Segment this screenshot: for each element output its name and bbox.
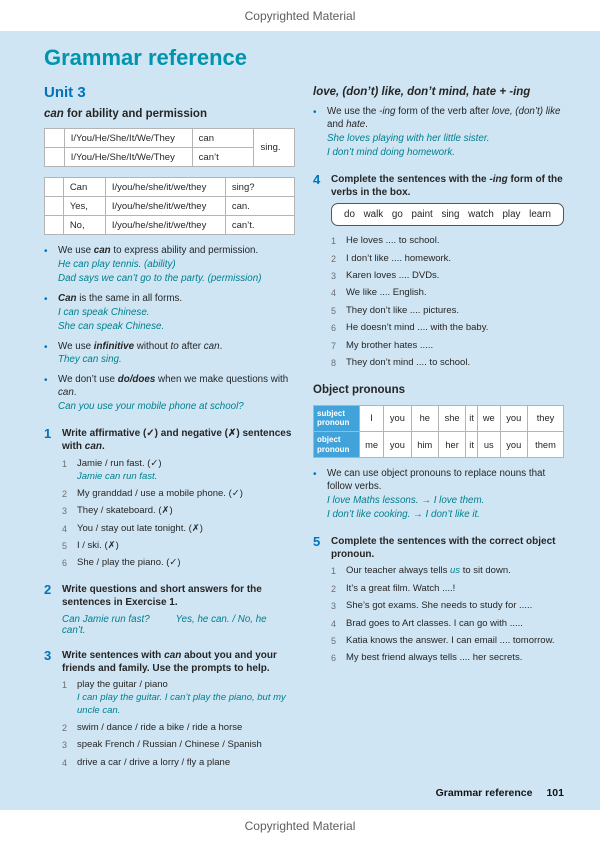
exercise-item: [331, 635, 564, 648]
text-segment: .: [219, 340, 223, 352]
item-text: [77, 739, 295, 752]
pronoun-row-header: subject pronoun: [314, 405, 360, 431]
exercise-item: [62, 722, 295, 735]
note-example: She can speak Chinese.: [58, 320, 165, 332]
note-text: [327, 106, 564, 160]
exercise-body: [331, 565, 564, 665]
pronoun-cell: us: [477, 431, 500, 457]
item-text: [77, 757, 295, 770]
pronoun-cell: me: [360, 431, 384, 457]
copyright-top: Copyrighted Material: [244, 8, 356, 23]
page-title: Grammar reference: [44, 45, 248, 70]
polarity-cell: +: [45, 197, 64, 216]
exercise-header: [313, 535, 564, 562]
note-example: Can you use your mobile phone at school?: [58, 401, 244, 413]
exercise-header: [44, 649, 295, 676]
note-example: I can speak Chinese.: [58, 306, 150, 318]
text-segment: Complete the sentences with the correct object pronoun.: [331, 535, 556, 561]
text-segment: She / play the piano. (✓): [77, 557, 181, 569]
subject-cell: I/you/he/she/it/we/they: [105, 197, 225, 216]
text-segment: without: [134, 340, 171, 352]
exercise-item: [331, 357, 564, 370]
exercise-header: [44, 427, 295, 454]
pronoun-cell: her: [438, 431, 465, 457]
item-number: 3: [62, 506, 68, 517]
item-number: 6: [62, 558, 68, 569]
item-number: 4: [62, 523, 68, 534]
exercise-item: [62, 505, 295, 518]
note-example: They can sing.: [58, 354, 122, 366]
pronoun-cell: I: [360, 405, 384, 431]
text-segment: can: [84, 441, 103, 453]
item-number: 6: [331, 653, 337, 664]
polarity-cell: −: [45, 216, 64, 235]
text-segment: They don’t mind .... to school.: [346, 356, 471, 368]
item-number: 3: [62, 740, 68, 751]
item-number: 2: [331, 253, 337, 264]
text-segment: can: [58, 387, 74, 399]
text-segment: speak French / Russian / Chinese / Spanish: [77, 739, 262, 751]
section-heading-ing: love, (don’t) like, don’t mind, hate + -ing: [313, 86, 531, 98]
exercise-item: [331, 652, 564, 665]
grammar-note: [44, 293, 295, 334]
text-segment: She’s got exams. She needs to study for .....: [346, 600, 533, 612]
item-text: [346, 235, 564, 248]
text-segment: is the same in all forms.: [76, 292, 183, 304]
text-segment: Write questions and short answers for the sentences in Exercise 1.: [62, 584, 262, 609]
section-heading-can: [44, 108, 295, 120]
pronoun-cell: them: [527, 431, 563, 457]
pronoun-row: [314, 431, 564, 457]
text-segment: .: [73, 387, 77, 399]
bullet-icon: •: [44, 375, 48, 387]
item-text: [77, 722, 295, 735]
note-example: He can play tennis. (ability): [58, 258, 176, 270]
item-number: 2: [331, 583, 337, 594]
text-segment: us: [450, 565, 461, 577]
text-segment: I / ski. (✗): [77, 539, 119, 551]
exercise-title: [331, 535, 564, 562]
item-text: [77, 505, 295, 518]
note-text: [58, 374, 295, 414]
item-text: [346, 322, 564, 335]
item-text: [346, 583, 564, 596]
text-segment: to: [170, 340, 179, 352]
pronoun-cell: you: [384, 431, 411, 457]
left-column: [44, 84, 295, 774]
polarity-cell: +: [45, 129, 65, 148]
pronoun-cell: she: [438, 405, 465, 431]
exercise-item: [331, 600, 564, 613]
pronoun-cell: we: [477, 405, 500, 431]
word-cell: Can: [63, 178, 105, 197]
text-segment: Can: [58, 292, 77, 304]
text-segment: Brad goes to Art classes. I can go with .....: [346, 617, 523, 629]
pronoun-row: [314, 405, 564, 431]
text-segment: Jamie / run fast. (✓): [77, 457, 162, 469]
pronoun-cell: it: [466, 405, 478, 431]
pronoun-row-header: object pronoun: [314, 431, 360, 457]
exercise-item: [331, 322, 564, 335]
text-segment: My brother hates .....: [346, 339, 434, 351]
exercise-header: [313, 173, 564, 200]
word-box-item: play: [502, 209, 521, 221]
item-number: 2: [62, 488, 68, 499]
word-box-item: paint: [411, 209, 433, 221]
grammar-note: [313, 106, 564, 160]
exercise-item: [331, 270, 564, 283]
can-grammar-notes: [44, 245, 295, 414]
text-segment: play the guitar / piano: [77, 679, 168, 691]
text-segment: .: [365, 118, 368, 130]
item-number: 8: [331, 357, 337, 368]
text-segment: You / stay out late tonight. (✗): [77, 522, 203, 534]
exercise-title: [62, 583, 295, 610]
text-segment: can: [44, 108, 64, 120]
bullet-icon: •: [313, 107, 317, 118]
text-segment: We don’t use: [58, 374, 118, 386]
item-number: 4: [62, 757, 68, 768]
item-text: [77, 458, 295, 484]
bullet-icon: •: [44, 246, 48, 257]
item-text: [346, 600, 564, 613]
exercise-item: [331, 565, 564, 578]
text-segment: -ing: [489, 173, 508, 185]
exercise-item: [62, 540, 295, 553]
exercise-number: 5: [313, 533, 321, 549]
exercise-item: [331, 305, 564, 318]
note-example: I don’t like cooking. → I don’t like it.: [327, 508, 481, 520]
note-example: Dad says we can’t go to the party. (permission): [58, 272, 262, 284]
text-segment: They / skateboard. (✗): [77, 505, 173, 517]
item-text: [77, 679, 295, 717]
exercise-1: [44, 427, 295, 570]
text-segment: for ability and permission: [63, 108, 207, 120]
exercise-body: [62, 679, 295, 769]
item-text: [346, 618, 564, 631]
exercise-item: [331, 253, 564, 266]
exercise-example: [62, 614, 295, 636]
word-cell: Yes,: [63, 197, 105, 216]
item-text: [346, 253, 564, 266]
text-segment: Karen loves .... DVDs.: [346, 270, 440, 282]
can-question-row: [45, 197, 295, 216]
note-text: [58, 245, 295, 286]
text-segment: Katia knows the answer. I can email .... tomorrow.: [346, 634, 555, 646]
unit-heading: Unit 3: [44, 84, 86, 101]
grammar-reference-page: [0, 31, 600, 810]
grammar-note: [44, 341, 295, 368]
item-number: 5: [331, 635, 337, 646]
text-segment: form of the verbs in the box.: [331, 173, 563, 198]
item-number: 6: [331, 323, 337, 334]
exercise-header: [44, 583, 295, 610]
exercise-item: [62, 757, 295, 770]
item-text: [346, 635, 564, 648]
pronoun-cell: it: [466, 431, 478, 457]
text-segment: after: [178, 340, 204, 352]
item-number: 1: [62, 680, 68, 691]
item-number: 5: [62, 540, 68, 551]
bullet-icon: •: [313, 469, 317, 481]
note-example: I love Maths lessons. → I love them.: [327, 495, 485, 506]
verb-cell: can’t: [192, 148, 254, 167]
text-segment: Complete the sentences with the: [331, 173, 490, 185]
pronoun-cell: you: [500, 431, 527, 457]
exercise-item: [62, 523, 295, 536]
exercise-item: [62, 458, 295, 484]
bullet-icon: •: [44, 341, 48, 353]
text-segment: He doesn’t mind .... with the baby.: [346, 322, 489, 334]
exercise-item: [62, 557, 295, 570]
text-segment: We use: [58, 245, 94, 256]
text-segment: and: [327, 118, 347, 130]
copyright-bottom: Copyrighted Material: [244, 818, 356, 833]
item-text: [77, 523, 295, 536]
pronoun-cell: him: [411, 431, 438, 457]
text-segment: about you and your friends and family. Use the prompts to help.: [62, 649, 277, 675]
two-column-layout: [44, 84, 564, 774]
item-number: 3: [331, 271, 337, 282]
item-number: 3: [331, 601, 337, 612]
exercise-2: [44, 583, 295, 636]
can-table-row: [45, 129, 295, 148]
text-segment: We can use object pronouns to replace nouns that follow verbs.: [327, 468, 546, 493]
item-number: 4: [331, 288, 337, 299]
object-pronouns-table: [313, 405, 564, 458]
item-number: 1: [331, 236, 337, 247]
exercise-item: [62, 679, 295, 717]
exercise-number: 4: [313, 171, 321, 187]
exercise-item: [331, 583, 564, 596]
item-answer: I can play the guitar. I can’t play the piano, but my uncle can.: [77, 692, 286, 716]
text-segment: infinitive: [93, 340, 135, 352]
verb-cell: can: [192, 129, 254, 148]
item-text: [77, 488, 295, 501]
can-question-row: [45, 216, 295, 235]
text-segment: can: [93, 245, 111, 256]
text-segment: drive a car / drive a lorry / fly a plane: [77, 756, 231, 768]
exercise-body: [62, 614, 295, 636]
text-segment: to express ability and permission.: [110, 245, 259, 256]
pronoun-cell: he: [411, 405, 438, 431]
verb-cell: can.: [225, 197, 294, 216]
pronoun-cell: you: [384, 405, 411, 431]
subject-cell: I/You/He/She/It/We/They: [64, 129, 192, 148]
section-heading-object-pronouns: Object pronouns: [313, 383, 405, 396]
word-box: [331, 203, 564, 226]
subject-cell: I/you/he/she/it/we/they: [105, 216, 225, 235]
right-column: [313, 84, 564, 774]
text-segment: My granddad / use a mobile phone. (✓): [77, 487, 243, 499]
grammar-note: [44, 374, 295, 414]
word-box-item: do: [344, 209, 355, 221]
can-question-row: [45, 178, 295, 197]
text-segment: to sit down.: [460, 565, 511, 577]
text-segment: do/does: [117, 374, 156, 386]
polarity-cell: ?: [45, 178, 64, 197]
text-segment: We use: [58, 340, 94, 352]
item-number: 1: [331, 566, 337, 577]
pronoun-cell: you: [500, 405, 527, 431]
complement-cell: sing.: [254, 129, 295, 167]
footer-section-label: Grammar reference: [435, 787, 533, 799]
exercise-item: [62, 488, 295, 501]
text-segment: We like .... English.: [346, 287, 427, 299]
grammar-note: [313, 468, 564, 522]
note-example: She loves playing with her little sister.: [327, 132, 490, 144]
object-pronoun-notes: [313, 468, 564, 522]
can-forms-table: [44, 128, 295, 167]
verb-cell: can’t.: [225, 216, 294, 235]
text-segment: Write sentences with: [62, 649, 165, 661]
item-number: 2: [62, 722, 68, 733]
exercise-item: [62, 739, 295, 752]
text-segment: form of the verb after: [395, 106, 492, 117]
example-text: Can Jamie run fast?: [62, 613, 150, 625]
example-text: Yes, he can. / No, he can’t.: [62, 613, 267, 636]
text-segment: .: [102, 441, 105, 453]
exercise-title: [62, 649, 295, 676]
item-text: [346, 652, 564, 665]
exercise-4: [313, 173, 564, 370]
item-number: 4: [331, 618, 337, 629]
verb-cell: sing?: [225, 178, 294, 197]
text-segment: hate: [346, 118, 366, 130]
page-number: 101: [546, 787, 564, 799]
exercise-title: [331, 173, 564, 200]
item-text: [77, 557, 295, 570]
exercise-number: 1: [44, 426, 52, 442]
pronoun-cell: they: [527, 405, 563, 431]
word-box-item: walk: [363, 209, 384, 221]
text-segment: Write affirmative (✓) and negative (✗) sentences with: [62, 428, 292, 453]
note-text: [58, 341, 295, 368]
word-box-item: watch: [468, 209, 494, 221]
subject-cell: I/You/He/She/It/We/They: [64, 148, 192, 167]
text-segment: He loves .... to school.: [346, 235, 440, 247]
subject-cell: I/you/he/she/it/we/they: [105, 178, 225, 197]
item-text: [346, 270, 564, 283]
exercise-item: [331, 340, 564, 353]
item-text: [346, 340, 564, 353]
note-text: [58, 293, 295, 334]
exercise-5: [313, 535, 564, 665]
text-segment: when we make questions with: [155, 374, 289, 386]
item-text: [346, 305, 564, 318]
item-text: [346, 565, 564, 578]
exercise-body: [62, 458, 295, 570]
item-number: 7: [331, 340, 337, 351]
text-segment: can: [164, 649, 182, 661]
exercise-3: [44, 649, 295, 770]
note-example: I don’t mind doing homework.: [327, 146, 455, 158]
item-text: [77, 540, 295, 553]
polarity-cell: −: [45, 148, 65, 167]
exercise-title: [62, 427, 295, 454]
bullet-icon: •: [44, 293, 48, 305]
text-segment: We use the: [327, 106, 380, 117]
text-segment: I don’t like .... homework.: [346, 252, 452, 264]
item-text: [346, 287, 564, 300]
exercise-item: [331, 287, 564, 300]
text-segment: love, (don’t) like: [491, 106, 561, 117]
text-segment: swim / dance / ride a bike / ride a horse: [77, 721, 243, 733]
item-number: 1: [62, 458, 68, 469]
text-segment: They don’t like .... pictures.: [346, 304, 459, 316]
word-box-item: learn: [529, 209, 551, 221]
ing-grammar-notes: [313, 106, 564, 160]
item-answer: Jamie can run fast.: [77, 470, 158, 482]
note-text: [327, 468, 564, 522]
exercise-number: 2: [44, 582, 52, 598]
grammar-note: [44, 245, 295, 286]
exercise-body: [331, 203, 564, 370]
can-questions-table: [44, 177, 295, 235]
text-segment: My best friend always tells .... her secrets.: [346, 652, 523, 664]
word-box-item: sing: [441, 209, 460, 221]
item-text: [346, 357, 564, 370]
text-segment: Our teacher always tells: [346, 565, 451, 577]
text-segment: can: [203, 340, 220, 352]
word-box-item: go: [391, 209, 403, 221]
word-cell: No,: [63, 216, 105, 235]
text-segment: It’s a great film. Watch ....!: [346, 582, 456, 594]
text-segment: -ing: [379, 106, 396, 117]
exercise-item: [331, 235, 564, 248]
exercise-number: 3: [44, 647, 52, 663]
page-footer: [436, 787, 564, 799]
exercise-item: [331, 618, 564, 631]
item-number: 5: [331, 305, 337, 316]
